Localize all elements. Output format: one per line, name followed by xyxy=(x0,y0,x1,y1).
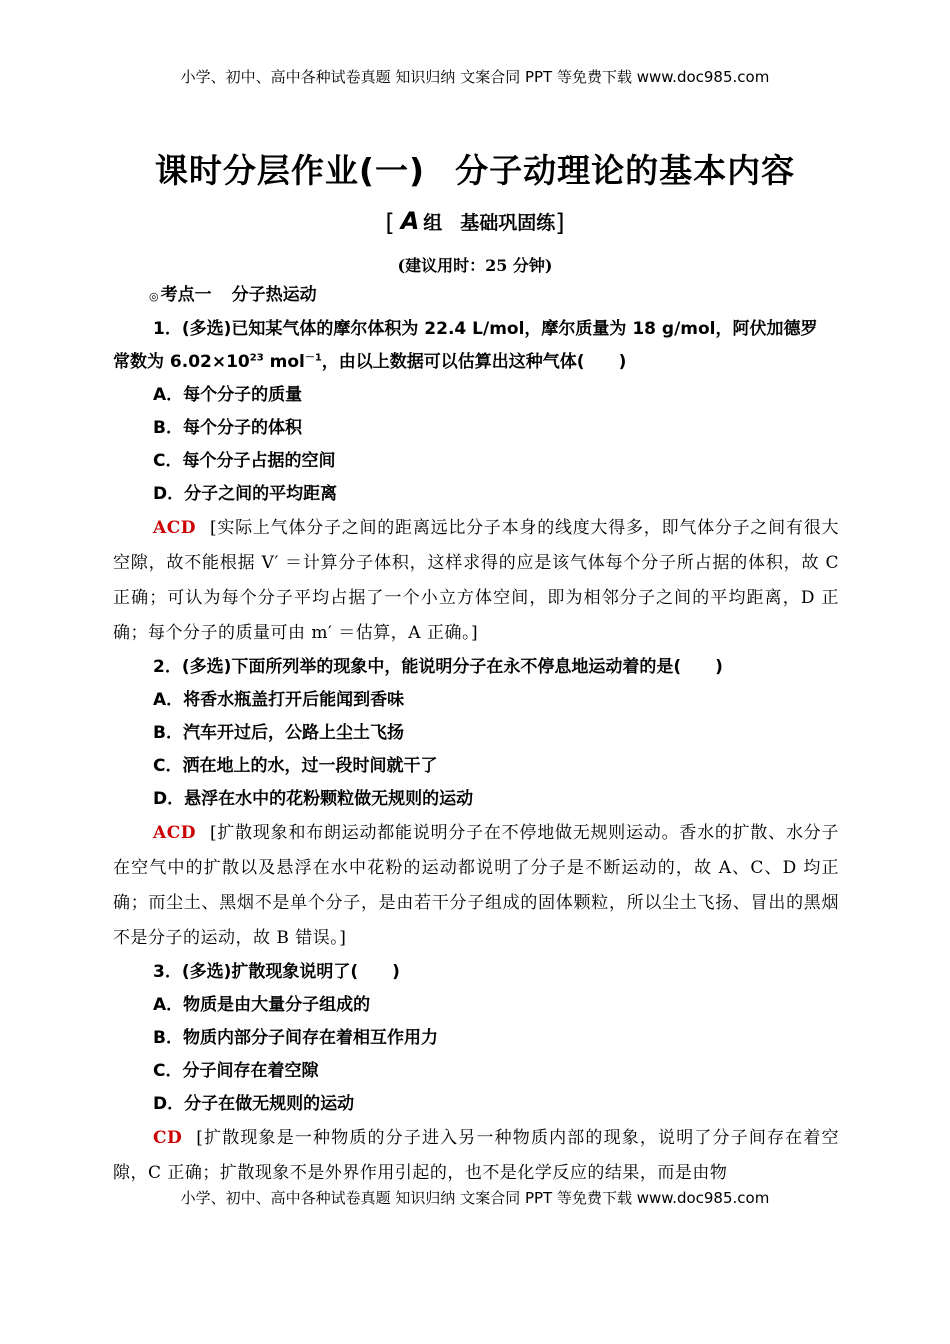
q1-explanation-text: [实际上气体分子之间的距离远比分子本身的线度大得多，即气体分子之间有很大空隙，故不能根据 V′ ＝计算分子体积，这样求得的应是该气体每个分子所占据的体积，故 C 正确；可认为每个分子平均占据了一个小立方体空间，即为相邻分子之间的平均距离，D 正确；每个分子的质量可由 m′ ＝估算，A 正确。] xyxy=(113,518,839,643)
q1-stem-end: ，由以上数据可以估算出这种气体( ) xyxy=(321,352,627,372)
group-name: 基础巩固练 xyxy=(460,212,556,234)
q1-answer: ACD xyxy=(153,518,196,538)
q1-exp2: －1 xyxy=(304,352,322,364)
q2-answer: ACD xyxy=(153,823,196,843)
time-note: (建议用时：25 分钟) xyxy=(397,256,553,275)
q1-explanation xyxy=(113,511,839,651)
q2-option-c: C．洒在地上的水，过一段时间就干了 xyxy=(153,756,438,776)
q3-option-a: A．物质是由大量分子组成的 xyxy=(153,995,371,1015)
q2-option-a: A．将香水瓶盖打开后能闻到香味 xyxy=(153,690,405,710)
page-title xyxy=(0,145,950,192)
q1-option-d: D．分子之间的平均距离 xyxy=(153,484,338,504)
q1-unit: mol xyxy=(263,352,305,372)
group-bracket-open: [ xyxy=(385,209,395,237)
q3-stem: 3．(多选)扩散现象说明了( ) xyxy=(153,962,400,982)
q3-explanation xyxy=(113,1121,839,1191)
q1-stem-line1: 1．(多选)已知某气体的摩尔体积为 22.4 L/mol，摩尔质量为 18 g/mol，阿伏加德罗 xyxy=(153,319,818,339)
page-footer: 小学、初中、高中各种试卷真题 知识归纳 文案合同 PPT 等免费下载 www.doc985.com xyxy=(180,1189,770,1207)
q2-explanation xyxy=(113,816,839,956)
q1-option-c: C．每个分子占据的空间 xyxy=(153,451,336,471)
title-sub: 分子动理论的基本内容 xyxy=(455,151,796,190)
q3-option-c: C．分子间存在着空隙 xyxy=(153,1061,319,1081)
q1-const: 常数为 6.02×10 xyxy=(113,352,250,372)
group-label-text: 组 xyxy=(423,212,443,234)
content xyxy=(113,279,839,1191)
topic-name: 分子热运动 xyxy=(231,285,317,305)
q1-option-b: B．每个分子的体积 xyxy=(153,418,302,438)
q1-stem-line2 xyxy=(113,346,839,379)
title-main: 课时分层作业(一) xyxy=(154,151,426,190)
q1-option-a: A．每个分子的质量 xyxy=(153,385,303,405)
group-bracket-close: ] xyxy=(555,209,565,237)
q3-option-b: B．物质内部分子间存在着相互作用力 xyxy=(153,1028,438,1048)
group-letter: A xyxy=(400,207,420,235)
q3-answer: CD xyxy=(153,1128,183,1148)
page-header: 小学、初中、高中各种试卷真题 知识归纳 文案合同 PPT 等免费下载 www.doc985.com xyxy=(180,68,770,86)
q2-explanation-text: [扩散现象和布朗运动都能说明分子在不停地做无规则运动。香水的扩散、水分子在空气中的扩散以及悬浮在水中花粉的运动都说明了分子是不断运动的，故 A、C、D 均正确；而尘土、黑烟不是单个分子，是由若干分子组成的固体颗粒，所以尘土飞扬、冒出的黑烟不是分子的运动，故 B 错误。] xyxy=(113,823,839,948)
topic-label: 考点一 xyxy=(160,285,212,305)
group-label xyxy=(0,207,950,237)
target-icon: ◎ xyxy=(149,290,159,303)
q1-exp: 23 xyxy=(249,352,264,364)
q2-option-b: B．汽车开过后，公路上尘土飞扬 xyxy=(153,723,404,743)
q2-stem: 2．(多选)下面所列举的现象中，能说明分子在永不停息地运动着的是( ) xyxy=(153,657,723,677)
q3-explanation-text: [扩散现象是一种物质的分子进入另一种物质内部的现象，说明了分子间存在着空隙，C 正确；扩散现象不是外界作用引起的，也不是化学反应的结果，而是由物 xyxy=(113,1128,839,1183)
q2-option-d: D．悬浮在水中的花粉颗粒做无规则的运动 xyxy=(153,789,474,809)
topic-heading xyxy=(113,279,839,313)
q3-option-d: D．分子在做无规则的运动 xyxy=(153,1094,355,1114)
